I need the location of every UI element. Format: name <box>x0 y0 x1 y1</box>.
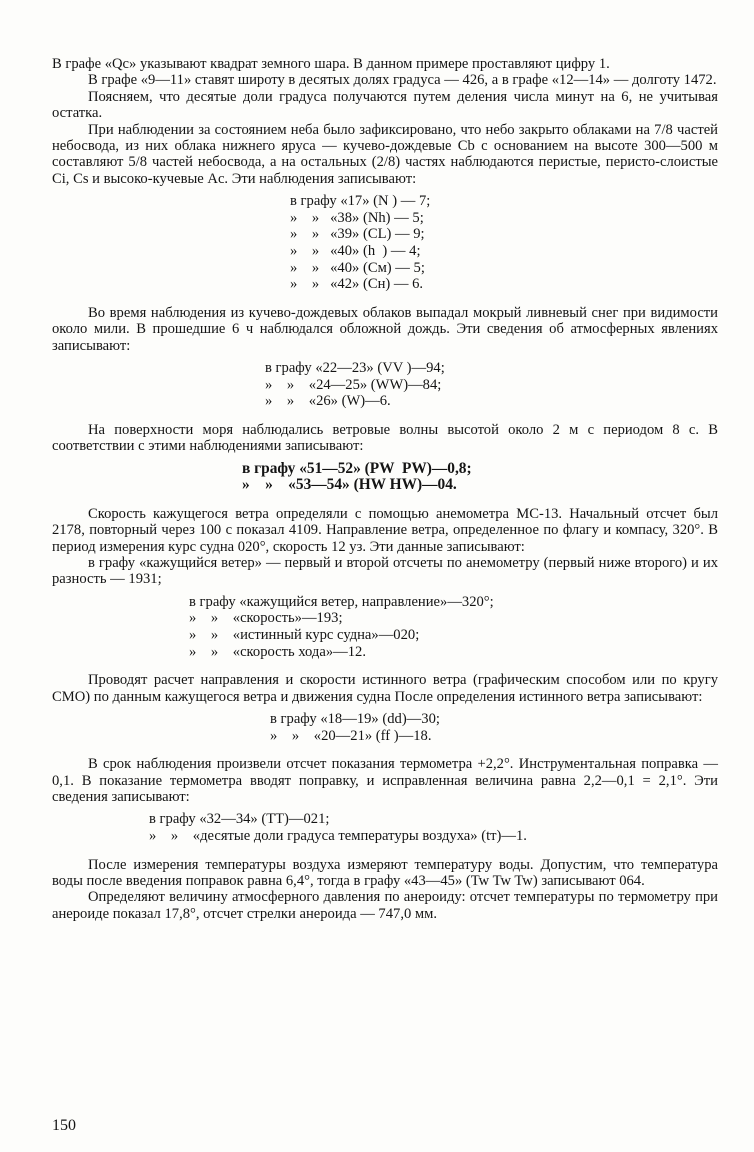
record-line: » » «40» (Cм) — 5; <box>290 259 425 276</box>
paragraph-water-temp: После измерения температуры воздуха измеряют температуру воды. Допустим, что температура воды после введения поправок равна 6,4°, тогда в графу «43—45» (Tw Tw Tw) записывают 064. <box>52 856 718 890</box>
paragraph-sky: При наблюдении за состоянием неба было зафиксировано, что небо закрыто облаками на 7/8 частей небосвода, из них облака нижнего яруса — кучево-дождевые Cb с основанием на высоте 300—500 м составляют 5/8 частей небосвода, а на остальных (2/8) частях наблюдаются перистые, перисто-слоистые Ci, Cs и высоко-кучевые Ac. Эти наблюдения записывают: <box>52 121 718 187</box>
records-weather <box>265 360 718 410</box>
record-line: » » «скорость»—193; <box>189 610 343 627</box>
paragraph-waves: На поверхности моря наблюдались ветровые волны высотой около 2 м с периодом 8 с. В соответствии с этими наблюдениями записывают: <box>52 421 718 455</box>
record-line: в графу «17» (N ) — 7; <box>290 193 431 210</box>
paragraph-weather: Во время наблюдения из кучево-дождевых облаков выпадал мокрый ливневый снег при видимости около мили. В прошедшие 6 ч наблюдался обложной дождь. Эти сведения об атмосферных явлениях записывают: <box>52 304 718 354</box>
record-line: » » «20—21» (ff )—18. <box>270 727 432 744</box>
record-line: » » «39» (CL) — 9; <box>290 226 425 243</box>
records-temperature <box>149 811 718 844</box>
paragraph-qc: В графе «Qc» указывают квадрат земного шара. В данном примере проставляют цифру 1. <box>52 56 610 72</box>
records-clouds <box>290 193 718 293</box>
record-line: » » «38» (Nh) — 5; <box>290 209 424 226</box>
record-line: » » «скорость хода»—12. <box>189 643 366 660</box>
record-line: » » «53—54» (HW HW)—04. <box>242 476 457 494</box>
record-line: » » «истинный курс судна»—020; <box>189 627 420 644</box>
record-line: в графу «кажущийся ветер, направление»—320°; <box>189 593 494 610</box>
paragraph-true-wind: Проводят расчет направления и скорости истинного ветра (графическим способом или по кругу СМО) по данным кажущегося ветра и движения судна После определения истинного ветра записывают: <box>52 672 718 705</box>
record-line: в графу «18—19» (dd)—30; <box>270 711 440 728</box>
records-true-wind <box>270 711 718 744</box>
record-line: » » «42» (Cн) — 6. <box>290 276 424 293</box>
paragraph-wind: Скорость кажущегося ветра определяли с помощью анемометра МС-13. Начальный отсчет был 2178, повторный через 100 с показал 4109. Направление ветра, определенное по флагу и компасу, 320°. В период измерения курс судна 020°, скорость 12 уз. Эти данные записывают: <box>52 505 718 555</box>
record-line: в графу «22—23» (VV )—94; <box>265 360 445 377</box>
records-waves <box>242 461 718 494</box>
paragraph-latitude: В графе «9—11» ставят широту в десятых долях градуса — 426, а в графе «12—14» — долготу 1472. <box>88 72 717 89</box>
paragraph-pressure: Определяют величину атмосферного давления по анероиду: отсчет температуры по термометру при анероиде показал 17,8°, отсчет стрелки анероида — 747,0 мм. <box>52 889 718 922</box>
record-line: » » «40» (h ) — 4; <box>290 243 421 260</box>
record-line: » » «24—25» (WW)—84; <box>265 376 442 393</box>
record-line: в графу «32—34» (TT)—021; <box>149 811 330 828</box>
record-line: » » «26» (W)—6. <box>265 393 391 410</box>
paragraph-thermometer: В срок наблюдения произвели отсчет показания термометра +2,2°. Инструментальная поправка —0,1. В показание термометра вводят поправку, и исправленная величина равна 2,2—0,1 = 2,1°. Эти сведения записывают: <box>52 756 718 806</box>
record-line: » » «десятые доли градуса температуры воздуха» (tт)—1. <box>149 828 527 845</box>
page-number: 150 <box>52 1117 76 1134</box>
paragraph-anemometer: в графу «кажущийся ветер» — первый и второй отсчеты по анемометру (первый ниже второго) и их разность — 1931; <box>52 555 718 588</box>
records-wind <box>189 594 718 660</box>
record-line: в графу «51—52» (PW PW)—0,8; <box>242 459 472 477</box>
paragraph-degrees: Поясняем, что десятые доли градуса получаются путем деления числа минут на 6, не учитывая остатка. <box>52 88 718 122</box>
